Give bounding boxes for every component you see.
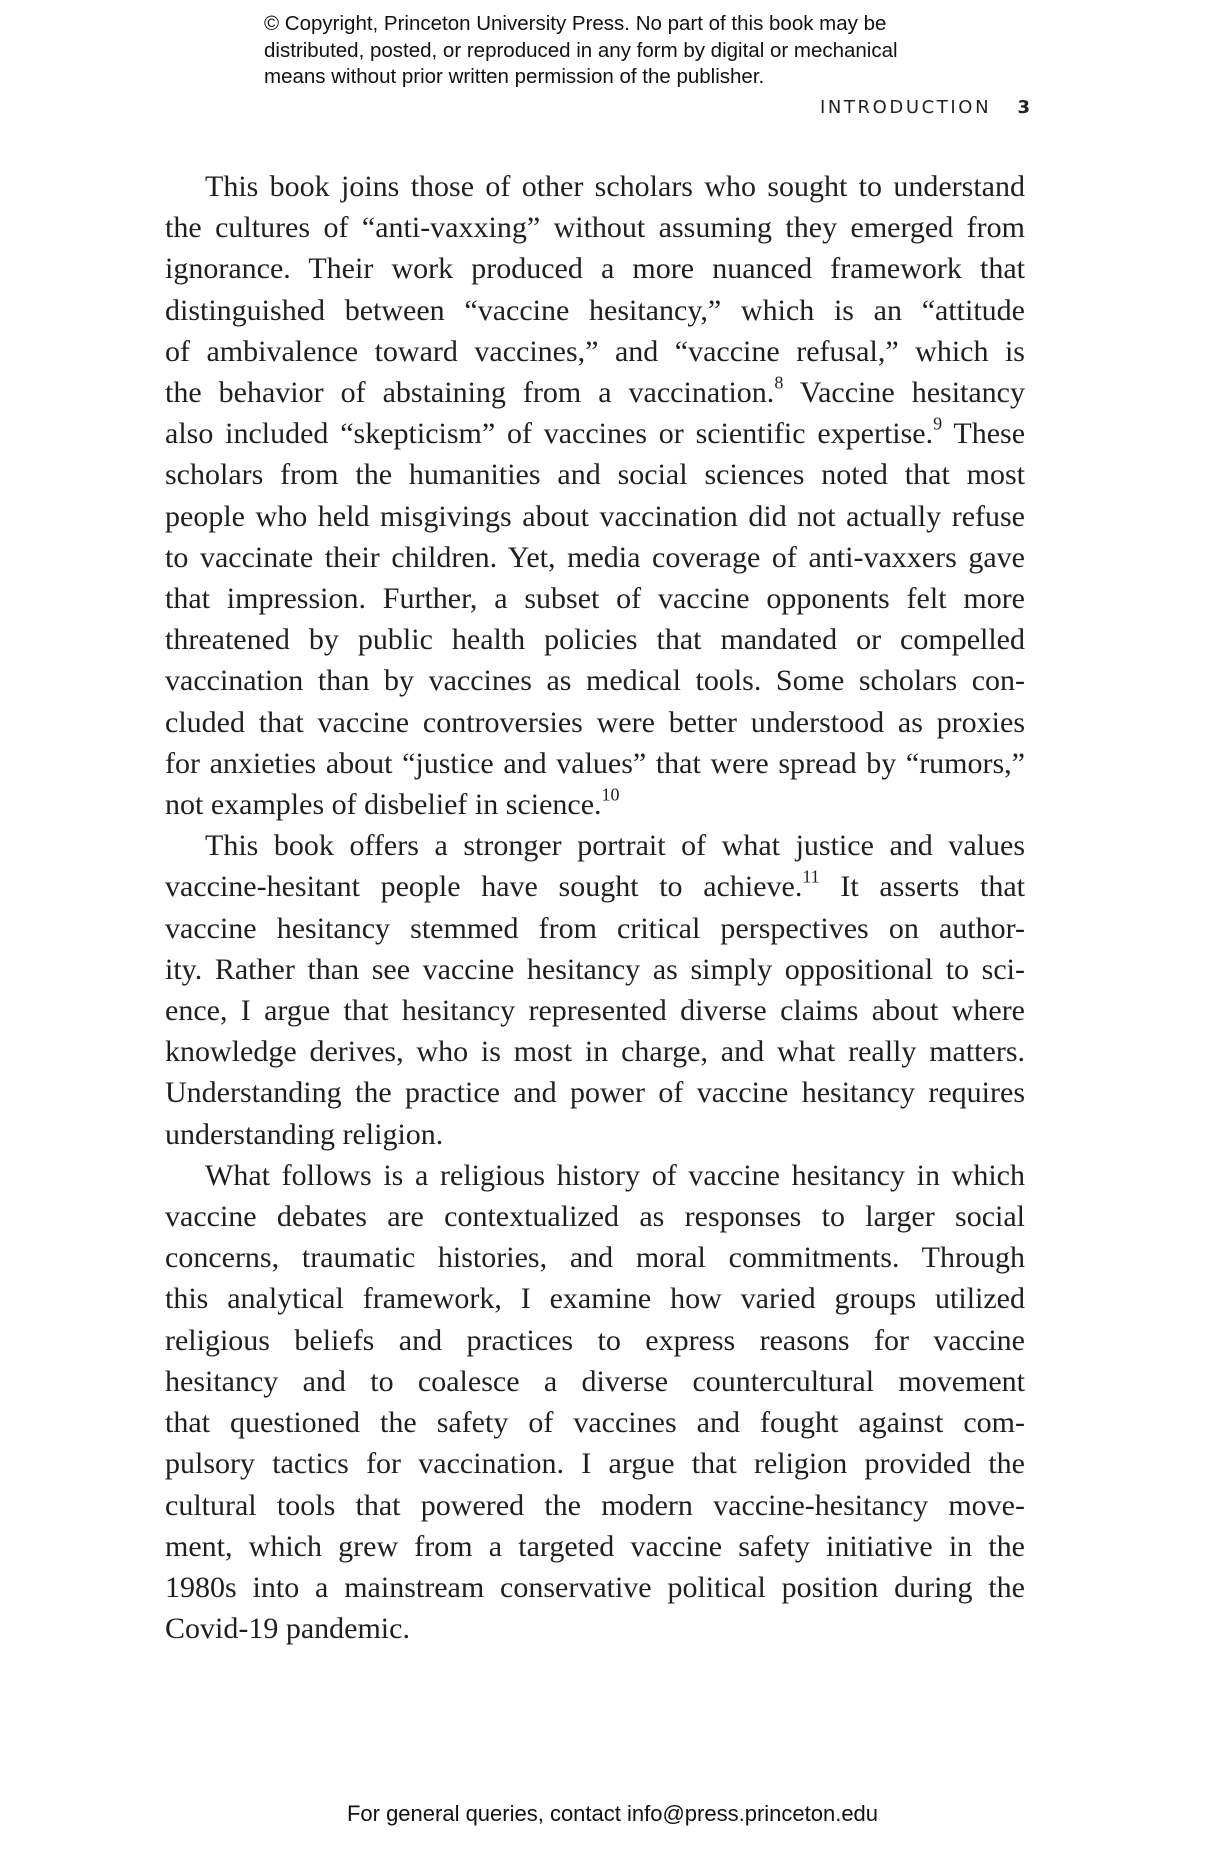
footnote-reference[interactable]: 11 [802,866,820,887]
text-line [165,207,1025,248]
text-line [165,1031,1025,1072]
line-text: not examples of disbelief in science. [165,788,602,822]
line-text: that impression. Further, a subset of vaccine opponents felt more [165,582,1025,616]
line-text: ity. Rather than see vaccine hesitancy as simply oppositional to sci- [165,952,1025,986]
text-line [165,1526,1025,1567]
running-head [820,97,1030,118]
line-text: that questioned the safety of vaccines and fought against com- [165,1406,1025,1440]
footnote-reference[interactable]: 9 [933,413,943,434]
text-line [165,1608,1025,1649]
line-text: knowledge derives, who is most in charge, and what really matters. [165,1035,1025,1069]
line-text: ence, I argue that hesitancy represented diverse claims about where [165,994,1025,1028]
line-text: understanding religion. [165,1117,444,1151]
text-line [165,743,1025,784]
text-line [165,1567,1025,1608]
text-line [165,660,1025,701]
line-text-continued: It asserts that [819,870,1025,904]
line-text: cultural tools that powered the modern vaccine-hesitancy move- [165,1488,1025,1522]
text-line [165,1072,1025,1113]
line-text: concerns, traumatic histories, and moral commitments. Through [165,1241,1025,1275]
line-text: also included “skepticism” of vaccines or scientific expertise. [165,417,934,451]
footnote-reference[interactable]: 10 [601,784,620,805]
line-text: Covid-19 pandemic. [165,1612,410,1646]
line-text: cluded that vaccine controversies were better understood as proxies [165,705,1025,739]
copyright-line: distributed, posted, or reproduced in any form by digital or mechanical [264,38,898,62]
text-line [165,1114,1025,1155]
paragraph [165,825,1025,1155]
line-text: of ambivalence toward vaccines,” and “vaccine refusal,” which is [165,334,1025,368]
text-line [165,949,1025,990]
line-text: this analytical framework, I examine how varied groups utilized [165,1282,1025,1316]
line-text: Understanding the practice and power of vaccine hesitancy requires [165,1076,1025,1110]
line-text: vaccine debates are contextualized as responses to larger social [165,1200,1025,1234]
line-text: ment, which grew from a targeted vaccine safety initiative in the [165,1529,1025,1563]
text-line [165,166,1025,207]
copyright-line: © Copyright, Princeton University Press. No part of this book may be [264,12,887,35]
line-text: threatened by public health policies that mandated or compelled [165,623,1025,657]
line-text: for anxieties about “justice and values” that were spread by “rumors,” [165,746,1025,780]
text-line [165,1155,1025,1196]
line-text: people who held misgivings about vaccination did not actually refuse [165,499,1025,533]
line-text: ignorance. Their work produced a more nuanced framework that [165,252,1025,286]
text-line [165,908,1025,949]
text-line [165,1402,1025,1443]
page-number: 3 [1017,97,1030,118]
footer-contact: For general queries, contact info@press.princeton.edu [346,1801,879,1826]
text-line [165,702,1025,743]
footnote-reference[interactable]: 8 [774,372,784,393]
text-line [165,537,1025,578]
line-text: This book joins those of other scholars who sought to understand [205,170,1025,203]
line-text: the behavior of abstaining from a vaccination. [165,376,775,410]
text-line [165,1237,1025,1278]
text-line [165,619,1025,660]
text-line [165,1361,1025,1402]
line-text: vaccine-hesitant people have sought to achieve. [165,870,803,904]
line-text: vaccination than by vaccines as medical tools. Some scholars con- [165,664,1025,698]
text-line [165,784,1025,825]
line-text: the cultures of “anti-vaxxing” without assuming they emerged from [165,211,1025,245]
text-line [165,413,1025,454]
body-text [165,166,1025,1649]
text-line [165,1278,1025,1319]
text-line [165,248,1025,289]
paragraph [165,166,1025,825]
line-text: to vaccinate their children. Yet, media coverage of anti-vaxxers gave [165,540,1025,574]
line-text-continued: These [942,417,1026,451]
text-line [165,825,1025,866]
text-line [165,578,1025,619]
copyright-line: means without prior written permission of the publisher. [264,65,765,88]
line-text: distinguished between “vaccine hesitancy,” which is an “attitude [165,293,1025,327]
line-text: 1980s into a mainstream conservative political position during the [165,1570,1025,1604]
line-text-continued: Vaccine hesitancy [783,376,1025,410]
text-line [165,372,1025,413]
text-line [165,290,1025,331]
line-text: pulsory tactics for vaccination. I argue that religion provided the [165,1447,1025,1481]
text-line [165,496,1025,537]
text-line [165,1443,1025,1484]
text-line [165,990,1025,1031]
line-text: What follows is a religious history of vaccine hesitancy in which [205,1158,1025,1192]
line-text: This book offers a stronger portrait of what justice and values [205,829,1025,863]
line-text: vaccine hesitancy stemmed from critical perspectives on author- [165,911,1025,945]
text-line [165,1196,1025,1237]
line-text: hesitancy and to coalesce a diverse countercultural movement [165,1364,1025,1398]
text-line [165,1485,1025,1526]
text-line [165,866,1025,907]
text-line [165,331,1025,372]
text-line [165,454,1025,495]
line-text: scholars from the humanities and social sciences noted that most [165,458,1025,492]
paragraph [165,1155,1025,1649]
section-title: INTRODUCTION [819,97,992,118]
line-text: religious beliefs and practices to express reasons for vaccine [165,1323,1025,1357]
copyright-notice [264,11,1024,91]
text-line [165,1320,1025,1361]
